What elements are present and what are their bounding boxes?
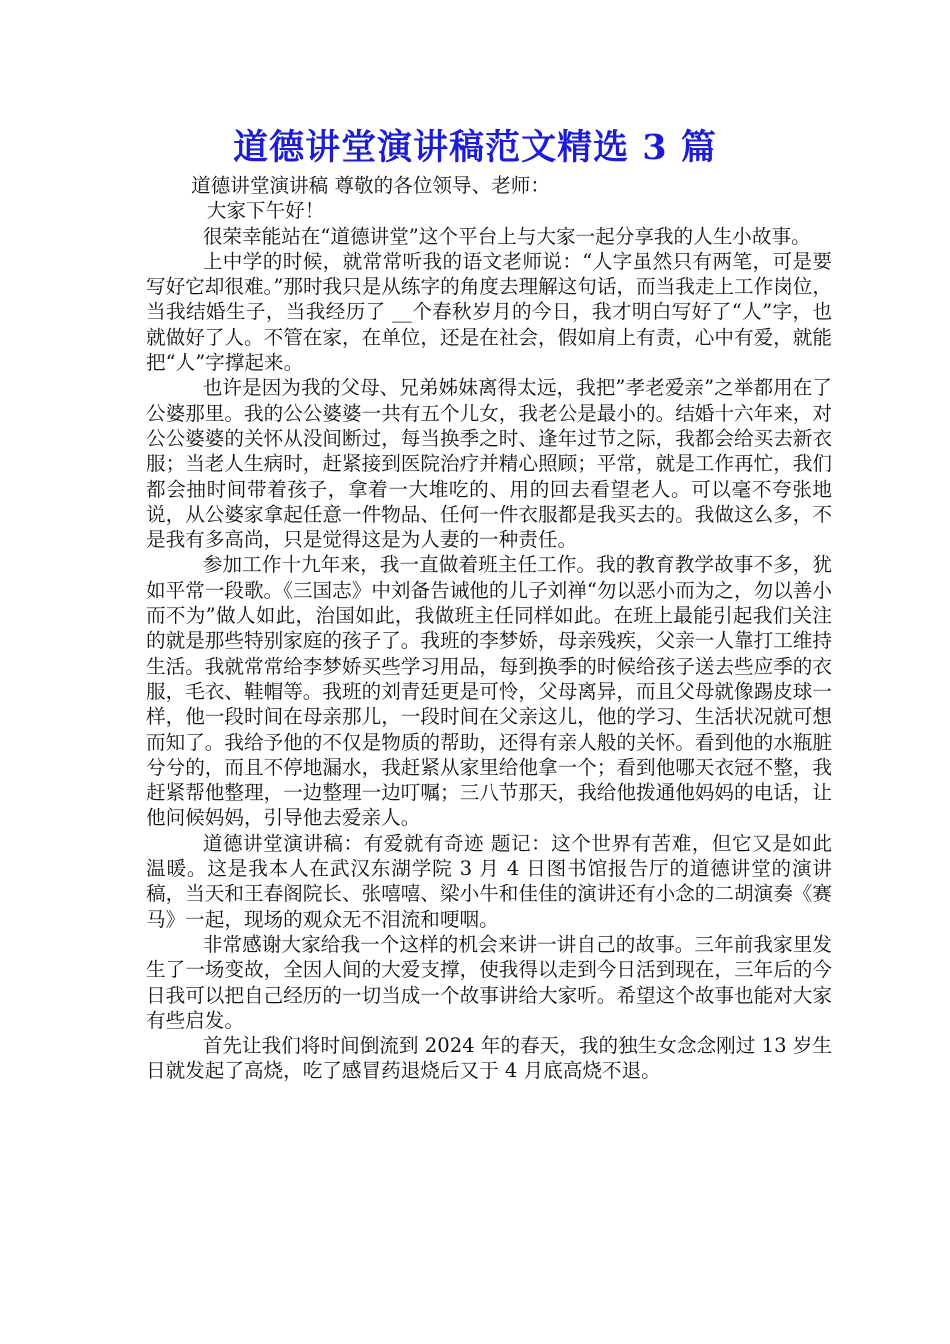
document-body (146, 173, 832, 1084)
document-title: 道德讲堂演讲稿范文精选 3 篇 (233, 127, 717, 168)
paragraph-intro: 道德讲堂演讲稿 尊敬的各位领导、老师： (191, 174, 550, 197)
paragraph: 很荣幸能站在“道德讲堂”这个平台上与大家一起分享我的人生小故事。 (202, 224, 811, 248)
paragraph: 参加工作十九年来，我一直做着班主任工作。我的教育教学故事不多，犹如平常一段歌。《三国志》中刘备告诫他的儿子刘禅“勿以恶小而为之，勿以善小而不为”做人如此，治国如此，我做班主任同样如此。在班上最能引起我们关注的就是那些特别家庭的孩子了。我班的李梦娇，母亲残疾，父亲一人靠打工维持生活。我就常常给李梦娇买些学习用品，每到换季的时候给孩子送去些应季的衣服，毛衣、鞋帽等。我班的刘青廷更是可怜，父母离异，而且父母就像踢皮球一样，他一段时间在母亲那儿，一段时间在父亲这儿，他的学习、生活状况就可想而知了。我给予他的不仅是物质的帮助，还得有亲人般的关怀。看到他的水瓶脏兮兮的，而且不停地漏水，我赶紧从家里给他拿一个；看到他哪天衣冠不整，我赶紧帮他整理，一边整理一边叮嘱；三八节那天，我给他拨通他妈妈的电话，让他问候妈妈，引导他去爱亲人。 (146, 553, 832, 830)
paragraph: 道德讲堂演讲稿：有爱就有奇迹 题记：这个世界有苦难，但它又是如此温暖。这是我本人在武汉东湖学院 3 月 4 日图书馆报告厅的道德讲堂的演讲稿，当天和王春阁院长、张嘻嘻、梁小牛和佳佳的演讲还有小念的二胡演奏《赛马》一起，现场的观众无不泪流和哽咽。 (146, 831, 832, 931)
paragraph: 也许是因为我的父母、兄弟姊妹离得太远，我把”孝老爱亲”之举都用在了公婆那里。我的公公婆婆一共有五个儿女，我老公是最小的。结婚十六年来，对公公婆婆的关怀从没间断过，每当换季之时、逢年过节之际，我都会给买去新衣服；当老人生病时，赶紧接到医院治疗并精心照顾；平常，就是工作再忙，我们都会抽时间带着孩子，拿着一大堆吃的、用的回去看望老人。可以毫不夸张地说，从公婆家拿起任意一件物品、任何一件衣服都是我买去的。我做这么多，不是我有多高尚，只是觉得这是为人妻的一种责任。 (146, 376, 832, 552)
paragraph-greeting: 大家下午好！ (206, 199, 325, 223)
paragraph: 非常感谢大家给我一个这样的机会来讲一讲自己的故事。三年前我家里发生了一场变故，全因人间的大爱支撑，使我得以走到今日活到现在，三年后的今日我可以把自己经历的一切当成一个故事讲给大家听。希望这个故事也能对大家有些启发。 (146, 932, 832, 1032)
paragraph: 上中学的时候，就常常听我的语文老师说：“人字虽然只有两笔，可是要写好它却很难。”那时我只是从练字的角度去理解这句话，而当我走上工作岗位，当我结婚生子，当我经历了 __个春秋岁月的今日，我才明白写好了“人”字，也就做好了人。不管在家，在单位，还是在社会，假如肩上有责，心中有爱，就能把“人”字撑起来。 (146, 249, 832, 375)
paragraph: 首先让我们将时间倒流到 2024 年的春天，我的独生女念念刚过 13 岁生日就发起了高烧，吃了感冒药退烧后又于 4 月底高烧不退。 (146, 1034, 832, 1083)
